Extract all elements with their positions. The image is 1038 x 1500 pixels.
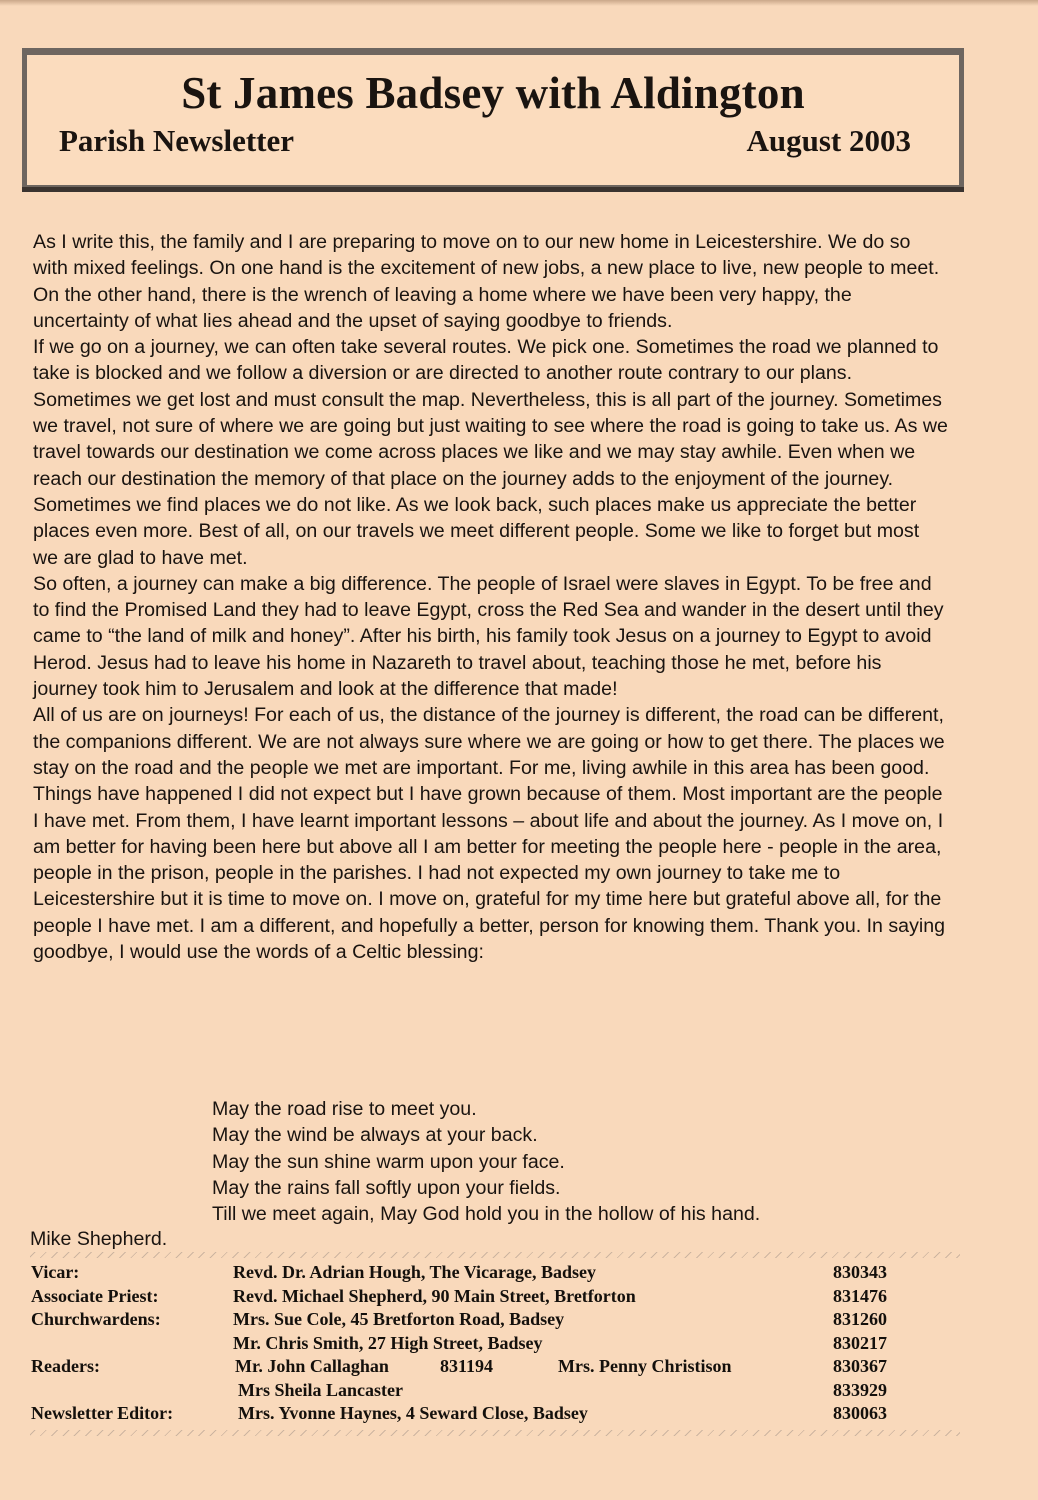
masthead bbox=[22, 48, 964, 190]
page-top-shadow bbox=[0, 0, 1038, 6]
blessing-line: May the wind be always at your back. bbox=[212, 1124, 538, 1147]
blessing-line: May the rains fall softly upon your fields. bbox=[212, 1176, 561, 1199]
letter-body bbox=[33, 229, 948, 965]
contact-role: Newsletter Editor: bbox=[31, 1403, 174, 1423]
contact-details: Mrs. Sue Cole, 45 Bretforton Road, Badsey bbox=[233, 1309, 565, 1329]
contact-row-readers bbox=[31, 1380, 911, 1404]
contact-phone: 830217 bbox=[833, 1332, 887, 1353]
newsletter-subtitle: Parish Newsletter bbox=[59, 123, 294, 158]
blessing-line: Till we meet again, May God hold you in the hollow of his hand. bbox=[212, 1203, 761, 1226]
paragraph: So often, a journey can make a big difference. The people of Israel were slaves in Egypt. To be free and to find the Promised Land they had to leave Egypt, cross the Red Sea and wander in the desert until they came to “the land of milk and honey”. After his birth, his family took Jesus on a journey to Egypt to avoid Herod. Jesus had to leave his home in Nazareth to travel about, teaching those he met, before his journey took him to Jerusalem and look at the difference that made! bbox=[33, 572, 944, 701]
reader-phone: 831194 bbox=[440, 1356, 494, 1376]
contact-details: Mr. Chris Smith, 27 High Street, Badsey bbox=[233, 1332, 543, 1353]
reader-phone: 830367 bbox=[833, 1356, 887, 1376]
reader-name: Mrs. Penny Christison bbox=[558, 1356, 732, 1376]
newsletter-title: St James Badsey with Aldington bbox=[181, 68, 805, 118]
contact-phone: 831260 bbox=[833, 1309, 887, 1329]
celtic-blessing bbox=[212, 1096, 912, 1227]
contact-phone: 830063 bbox=[833, 1403, 887, 1423]
contact-details: Revd. Michael Shepherd, 90 Main Street, Bretforton bbox=[233, 1285, 636, 1306]
divider bbox=[30, 1430, 960, 1436]
contact-row-readers bbox=[31, 1356, 911, 1380]
contact-row-editor bbox=[31, 1403, 911, 1427]
contact-role: Readers: bbox=[31, 1356, 100, 1376]
reader-name: Mr. John Callaghan bbox=[235, 1356, 389, 1376]
contact-role: Associate Priest: bbox=[31, 1285, 159, 1306]
reader-name: Mrs Sheila Lancaster bbox=[238, 1379, 403, 1400]
reader-phone: 833929 bbox=[833, 1379, 887, 1400]
divider bbox=[30, 1252, 960, 1258]
contact-details: Mrs. Yvonne Haynes, 4 Seward Close, Badsey bbox=[238, 1403, 588, 1423]
contact-row-vicar bbox=[31, 1262, 911, 1286]
paragraph: As I write this, the family and I are preparing to move on to our new home in Leicestershire. We do so with mixed feelings. On one hand is the excitement of new jobs, a new place to live, new people to meet. On the other hand, there is the wrench of leaving a home where we have been very happy, the uncertainty of what lies ahead and the upset of saying goodbye to friends. bbox=[33, 231, 940, 332]
blessing-line: May the sun shine warm upon your face. bbox=[212, 1150, 565, 1173]
blessing-line: May the road rise to meet you. bbox=[212, 1098, 477, 1120]
contact-list bbox=[31, 1262, 911, 1427]
contact-phone: 830343 bbox=[833, 1262, 887, 1282]
signature: Mike Shepherd. bbox=[30, 1228, 168, 1250]
paragraph: If we go on a journey, we can often take several routes. We pick one. Sometimes the road we planned to take is blocked and we follow a diversion or are directed to another route contrary to our plans. Sometimes we get lost and must consult the map. Nevertheless, this is all part of the journey. Sometimes we travel, not sure of where we are going but just waiting to see where the road is going to take us. As we travel towards our destination we come across places we like and we may stay awhile. Even when we reach our destination the memory of that place on the journey adds to the enjoyment of the journey. Sometimes we find places we do not like. As we look back, such places make us appreciate the better places even more. Best of all, on our travels we meet different people. Some we like to forget but most we are glad to have met. bbox=[33, 336, 948, 569]
contact-row-churchwarden bbox=[31, 1333, 911, 1357]
contact-row-associate-priest bbox=[31, 1286, 911, 1310]
contact-role: Vicar: bbox=[31, 1262, 80, 1282]
issue-date: August 2003 bbox=[746, 123, 911, 158]
contact-role: Churchwardens: bbox=[31, 1309, 161, 1329]
contact-phone: 831476 bbox=[833, 1285, 887, 1306]
paragraph: All of us are on journeys! For each of us, the distance of the journey is different, the road can be different, the companions different. We are not always sure where we are going or how to get there. The places we stay on the road and the people we met are important. For me, living awhile in this area has been good. Things have happened I did not expect but I have grown because of them. Most important are the people I have met. From them, I have learnt important lessons – about life and about the journey. As I move on, I am better for having been here but above all I am better for meeting the people here - people in the area, people in the prison, people in the parishes. I had not expected my own journey to take me to Leicestershire but it is time to move on. I move on, grateful for my time here but grateful above all, for the people I have met. I am a different, and hopefully a better, person for knowing them. Thank you. In saying goodbye, I would use the words of a Celtic blessing: bbox=[33, 704, 946, 964]
contact-details: Revd. Dr. Adrian Hough, The Vicarage, Badsey bbox=[233, 1262, 597, 1282]
contact-row-churchwarden bbox=[31, 1309, 911, 1333]
